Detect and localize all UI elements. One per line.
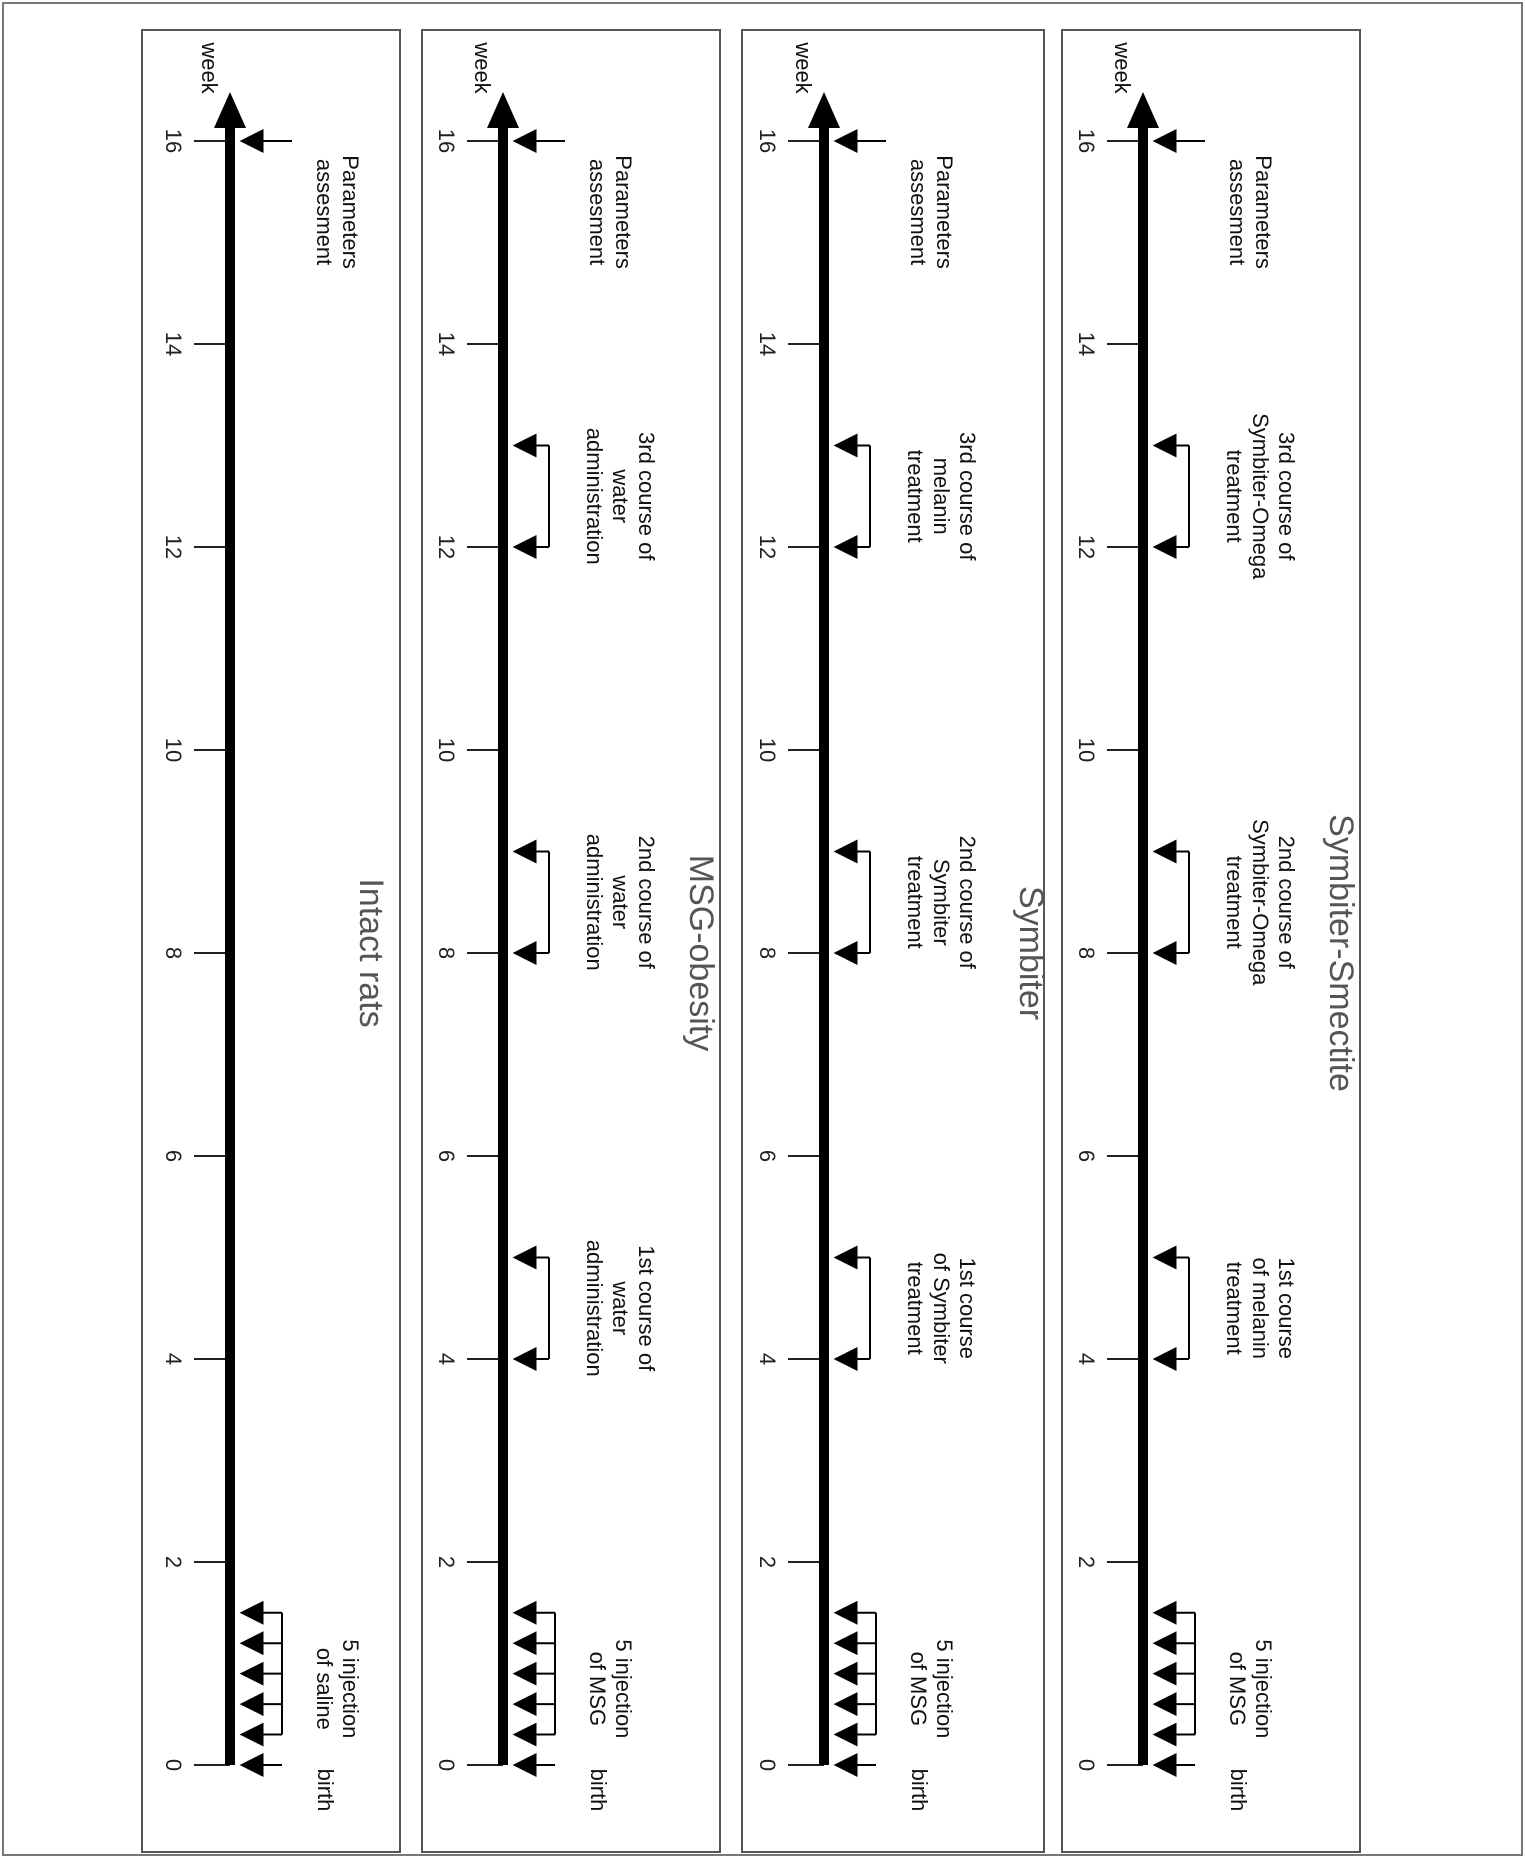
course-label-c1-line: treatment [1222, 1261, 1247, 1355]
tick-label-text: 2 [755, 1555, 780, 1569]
injection-label [1225, 1639, 1276, 1738]
tick-label-text: 10 [161, 737, 186, 763]
birth-label-line: birth [586, 1768, 611, 1812]
tick-label [1074, 738, 1099, 762]
course-label-c1 [903, 1253, 980, 1364]
birth-label [586, 1769, 611, 1812]
tick-label [755, 535, 780, 559]
tick-label [755, 129, 780, 153]
assessment-label-line: assesment [312, 158, 337, 266]
tick-label [434, 1759, 459, 1771]
week-label-text: week [1110, 42, 1135, 94]
tick-label-text: 16 [1074, 128, 1099, 154]
course-label-c3-line: 3rd course of [955, 432, 980, 561]
tick-label [755, 738, 780, 762]
injection-label-line: of MSG [1225, 1651, 1250, 1727]
tick-label-text: 8 [434, 946, 459, 960]
tick-label [434, 738, 459, 762]
tick-label-text: 0 [434, 1758, 459, 1772]
panel-border [1062, 30, 1360, 1852]
panel-1 [142, 30, 400, 1852]
course-label-c2-line: treatment [903, 855, 928, 949]
birth-label-text [586, 1769, 611, 1812]
assessment-label [1225, 155, 1276, 269]
tick-label-text: 6 [755, 1149, 780, 1163]
injection-label-line: of MSG [585, 1651, 610, 1727]
tick-label-text: 12 [755, 534, 780, 560]
tick-label-text: 4 [755, 1352, 780, 1366]
tick-label-text: 6 [1074, 1149, 1099, 1163]
tick-label-text: 10 [434, 737, 459, 763]
week-label-text: week [470, 42, 495, 94]
tick-label-text: 0 [1074, 1758, 1099, 1772]
week-label [197, 41, 222, 94]
tick-label-text: 0 [161, 1758, 186, 1772]
birth-label-line: birth [907, 1768, 932, 1812]
assessment-label-line: Parameters [338, 155, 363, 269]
course-label-c1-line: 1st course [955, 1257, 980, 1359]
tick-label [755, 1353, 780, 1365]
panel-border [422, 30, 720, 1852]
course-label-c3-line: administration [582, 427, 607, 565]
panel-title-text: Symbiter [1012, 885, 1050, 1021]
injection-label [585, 1639, 636, 1738]
tick-label [1074, 1353, 1099, 1365]
panel-title [1322, 814, 1360, 1092]
panel-4 [1062, 30, 1360, 1852]
assessment-label-text [1225, 155, 1276, 269]
injection-label-line: of MSG [906, 1651, 931, 1727]
course-label-c3-line: 3rd course of [634, 432, 659, 561]
tick-label-text: 4 [1074, 1352, 1099, 1366]
tick-label [755, 332, 780, 356]
tick-label-text: 2 [434, 1555, 459, 1569]
birth-label-line: birth [313, 1768, 338, 1812]
course-label-c2-line: 2nd course of [634, 835, 659, 969]
course-label-c2-line: administration [582, 833, 607, 971]
panel-2 [422, 30, 720, 1852]
course-label-c2-line: Symbiter-Omega [1248, 819, 1273, 986]
tick-label [161, 1556, 186, 1568]
tick-label [1074, 1150, 1099, 1162]
tick-label-text: 8 [755, 946, 780, 960]
assessment-label [906, 155, 957, 269]
injection-label-line: 5 injection [932, 1639, 957, 1739]
assessment-label-line: assesment [585, 158, 610, 266]
injection-label-line: of saline [312, 1647, 337, 1730]
tick-label [434, 1150, 459, 1162]
course-label-c1-line: of melanin [1248, 1257, 1273, 1360]
tick-label-text: 8 [1074, 946, 1099, 960]
tick-label-text: 2 [1074, 1555, 1099, 1569]
panel-title-text: Symbiter-Smectite [1322, 814, 1360, 1092]
tick-label-text: 10 [1074, 737, 1099, 763]
course-label-c2-line: 2nd course of [1274, 835, 1299, 969]
course-label-c1-line: of Symbiter [929, 1252, 954, 1364]
tick-label [1074, 947, 1099, 959]
tick-label-text: 16 [755, 128, 780, 154]
course-label-c1-text [1222, 1257, 1299, 1359]
tick-label [755, 947, 780, 959]
course-label-c1-line: 1st course [1274, 1257, 1299, 1359]
injection-label-text [312, 1639, 363, 1738]
panel-title-text: Intact rats [352, 878, 390, 1028]
tick-label [161, 738, 186, 762]
course-label-c1-line: 1st course of [634, 1245, 659, 1372]
tick-label [1074, 332, 1099, 356]
injection-label-text [1225, 1639, 1276, 1738]
tick-label [1074, 535, 1099, 559]
week-label-text: week [197, 42, 222, 94]
assessment-label [312, 155, 363, 269]
tick-label [434, 1353, 459, 1365]
assessment-label-line: Parameters [1251, 155, 1276, 269]
assessment-label-line: Parameters [611, 155, 636, 269]
birth-label-text [907, 1769, 932, 1812]
tick-label [755, 1556, 780, 1568]
injection-label [312, 1639, 363, 1738]
tick-label [434, 1556, 459, 1568]
tick-label-text: 4 [161, 1352, 186, 1366]
tick-label [161, 1759, 186, 1771]
tick-label-text: 16 [434, 128, 459, 154]
panel-title-text: MSG-obesity [682, 854, 720, 1052]
course-label-c3-line: 3rd course of [1274, 432, 1299, 561]
tick-label-text: 4 [434, 1352, 459, 1366]
assessment-label-line: Parameters [932, 155, 957, 269]
tick-label-text: 14 [755, 331, 780, 357]
course-label-c3-line: treatment [1222, 449, 1247, 543]
birth-label-text [313, 1769, 338, 1812]
week-label [791, 41, 816, 94]
tick-label [161, 129, 186, 153]
assessment-label-line: assesment [906, 158, 931, 266]
tick-label-text: 10 [755, 737, 780, 763]
tick-label [755, 1759, 780, 1771]
week-label-text: week [791, 42, 816, 94]
course-label-c1-line: administration [582, 1239, 607, 1377]
week-label [470, 41, 495, 94]
injection-label [906, 1639, 957, 1738]
panel-title [352, 878, 390, 1027]
tick-label-text: 2 [161, 1555, 186, 1569]
tick-label [1074, 1556, 1099, 1568]
tick-label-text: 14 [1074, 331, 1099, 357]
panel-border [742, 30, 1044, 1852]
panel-3 [742, 30, 1050, 1852]
tick-label [434, 129, 459, 153]
panel-title [1012, 886, 1050, 1020]
course-label-c1 [1222, 1257, 1299, 1359]
tick-label-text: 14 [161, 331, 186, 357]
panel-title [682, 855, 720, 1052]
course-label-c3-line: treatment [903, 449, 928, 543]
tick-label-text: 14 [434, 331, 459, 357]
tick-label [434, 332, 459, 356]
tick-label [755, 1150, 780, 1162]
birth-label [1226, 1769, 1251, 1812]
course-label-c1-line: treatment [903, 1261, 928, 1355]
tick-label-text: 12 [161, 534, 186, 560]
course-label-c2-line: 2nd course of [955, 835, 980, 969]
course-label-c3-line: water [608, 469, 633, 524]
course-label-c2-line: Symbiter [929, 858, 954, 946]
tick-label [161, 1150, 186, 1162]
course-label-c3-line: melanin [929, 457, 954, 535]
birth-label-text [1226, 1769, 1251, 1812]
tick-label [161, 1353, 186, 1365]
assessment-label-text [312, 155, 363, 269]
tick-label [161, 947, 186, 959]
assessment-label-line: assesment [1225, 158, 1250, 266]
injection-label-line: 5 injection [611, 1639, 636, 1739]
injection-label-text [906, 1639, 957, 1738]
week-label [1110, 41, 1135, 94]
tick-label-text: 6 [161, 1149, 186, 1163]
tick-label [434, 535, 459, 559]
tick-label-text: 16 [161, 128, 186, 154]
course-label-c2-line: treatment [1222, 855, 1247, 949]
tick-label-text: 8 [161, 946, 186, 960]
tick-label-text: 0 [755, 1758, 780, 1772]
tick-label [1074, 1759, 1099, 1771]
tick-label-text: 12 [434, 534, 459, 560]
assessment-label-text [906, 155, 957, 269]
assessment-label [585, 155, 636, 269]
tick-label-text: 6 [434, 1149, 459, 1163]
injection-label-text [585, 1639, 636, 1738]
injection-label-line: 5 injection [1251, 1639, 1276, 1739]
course-label-c1-line: water [608, 1281, 633, 1336]
birth-label [313, 1769, 338, 1812]
birth-label [907, 1769, 932, 1812]
birth-label-line: birth [1226, 1768, 1251, 1812]
tick-label [161, 535, 186, 559]
course-label-c3-line: Symbiter-Omega [1248, 413, 1273, 580]
tick-label-text: 12 [1074, 534, 1099, 560]
course-label-c1-text [903, 1253, 980, 1364]
tick-label [161, 332, 186, 356]
course-label-c2-line: water [608, 875, 633, 930]
assessment-label-text [585, 155, 636, 269]
injection-label-line: 5 injection [338, 1639, 363, 1739]
tick-label [434, 947, 459, 959]
tick-label [1074, 129, 1099, 153]
